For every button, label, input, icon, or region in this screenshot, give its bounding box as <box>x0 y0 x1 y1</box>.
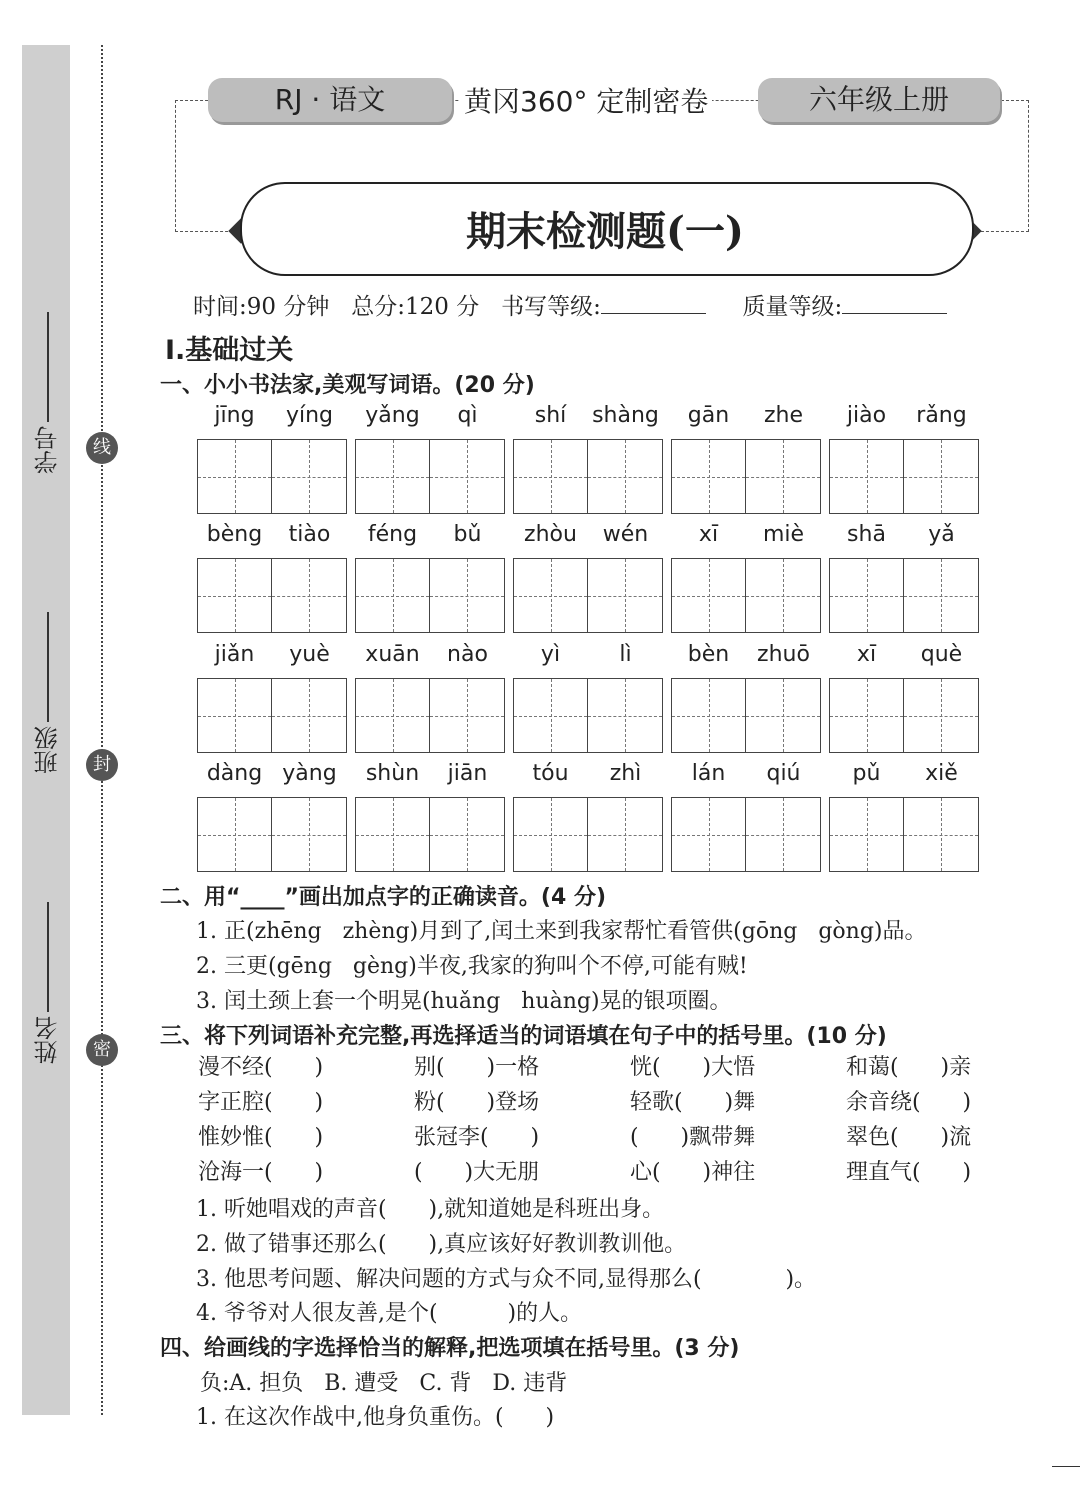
seal-mark: 封 <box>86 749 118 781</box>
pinyin-syllable: tiào <box>288 522 331 547</box>
pinyin-syllable: zhe <box>763 403 804 428</box>
pinyin-syllable: xiě <box>925 761 958 786</box>
cut-line <box>101 45 103 1415</box>
writing-grid-row <box>197 642 979 753</box>
question-2-item: 3. 闰土颈上套一个明晃(huǎng huàng)晃的银项圈。 <box>196 989 732 1014</box>
idiom-blank[interactable]: 粉( )登场 <box>414 1090 540 1115</box>
question-3-title: 三、将下列词语补充完整,再选择适当的词语填在句子中的括号里。(10 分) <box>160 1024 887 1049</box>
writing-cells <box>355 678 505 753</box>
word-group <box>513 403 663 514</box>
tianzige-cell[interactable] <box>430 679 504 752</box>
pinyin <box>197 642 347 678</box>
tianzige-cell[interactable] <box>356 559 430 632</box>
writing-cells <box>513 439 663 514</box>
class-field[interactable] <box>30 612 65 774</box>
idiom-blank[interactable]: 别( )一格 <box>414 1055 540 1080</box>
tianzige-cell[interactable] <box>588 440 662 513</box>
word-group <box>671 761 821 872</box>
writing-cells <box>829 678 979 753</box>
writing-cells <box>355 439 505 514</box>
pinyin <box>513 761 663 797</box>
word-group <box>671 403 821 514</box>
word-group <box>197 522 347 633</box>
tianzige-cell[interactable] <box>830 559 904 632</box>
word-group <box>829 522 979 633</box>
pinyin-syllable: shā <box>847 522 886 547</box>
idiom-blank[interactable]: 字正腔( ) <box>198 1090 324 1115</box>
pinyin-syllable: jīng <box>214 403 255 428</box>
name-field[interactable] <box>30 902 65 1064</box>
pinyin <box>513 522 663 558</box>
tianzige-cell[interactable] <box>356 440 430 513</box>
idiom-blank[interactable]: 和蔼( )亲 <box>846 1055 972 1080</box>
idiom-blank[interactable]: 恍( )大悟 <box>630 1055 756 1080</box>
pinyin-syllable: shí <box>534 403 567 428</box>
subject-badge: RJ · 语文 <box>208 78 452 122</box>
tianzige-cell[interactable] <box>588 559 662 632</box>
tianzige-cell[interactable] <box>746 440 820 513</box>
tianzige-cell[interactable] <box>746 559 820 632</box>
tianzige-cell[interactable] <box>588 679 662 752</box>
writing-cells <box>197 797 347 872</box>
tianzige-cell[interactable] <box>904 559 978 632</box>
idiom-blank[interactable]: 心( )神往 <box>630 1160 756 1185</box>
tianzige-cell[interactable] <box>356 798 430 871</box>
pinyin <box>671 642 821 678</box>
question-2-item: 2. 三更(gēng gèng)半夜,我家的狗叫个不停,可能有贼! <box>196 954 748 979</box>
word-group <box>513 761 663 872</box>
tianzige-cell[interactable] <box>830 798 904 871</box>
pinyin <box>671 403 821 439</box>
tianzige-cell[interactable] <box>430 559 504 632</box>
tianzige-cell[interactable] <box>672 798 746 871</box>
idiom-blank[interactable]: 理直气( ) <box>846 1160 972 1185</box>
page-title: 期末检测题(一) <box>466 208 744 255</box>
pinyin-syllable: wén <box>602 522 649 547</box>
word-group <box>513 522 663 633</box>
writing-cells <box>513 797 663 872</box>
tianzige-cell[interactable] <box>904 440 978 513</box>
time-score-text: 时间:90 分钟 总分:120 分 书写等级: <box>193 294 601 320</box>
page-mark <box>1052 1466 1080 1467</box>
writing-grid-row <box>197 403 979 514</box>
idiom-blank[interactable]: 惟妙惟( ) <box>198 1125 324 1150</box>
writing-cells <box>197 439 347 514</box>
tianzige-cell[interactable] <box>198 559 272 632</box>
tianzige-cell[interactable] <box>272 440 346 513</box>
pinyin-syllable: shùn <box>365 761 420 786</box>
pinyin-syllable: xī <box>856 642 877 667</box>
pinyin-syllable: yǎng <box>365 403 420 428</box>
seal-mark: 密 <box>86 1034 118 1066</box>
pinyin-syllable: què <box>920 642 963 667</box>
part-heading: Ⅰ.基础过关 <box>165 335 294 366</box>
tianzige-cell[interactable] <box>672 679 746 752</box>
student-id-field[interactable] <box>30 312 65 474</box>
tianzige-cell[interactable] <box>272 679 346 752</box>
pinyin-syllable: miè <box>762 522 805 547</box>
idiom-blank[interactable]: 翠色( )流 <box>846 1125 972 1150</box>
question-3-item: 2. 做了错事还那么( ),真应该好好教训教训他。 <box>196 1232 687 1257</box>
tianzige-cell[interactable] <box>514 798 588 871</box>
pinyin <box>355 642 505 678</box>
pinyin-syllable: bèng <box>206 522 263 547</box>
idiom-blank[interactable]: 余音绕( ) <box>846 1090 972 1115</box>
pinyin-syllable: yuè <box>289 642 330 667</box>
grade-badge: 六年级上册 <box>758 78 1000 122</box>
pinyin-syllable: qì <box>457 403 478 428</box>
pinyin-syllable: lán <box>691 761 726 786</box>
pinyin-syllable: jiān <box>447 761 488 786</box>
pinyin-syllable: xī <box>698 522 719 547</box>
pinyin-syllable: bǔ <box>453 522 482 547</box>
pinyin-syllable: jiǎn <box>214 642 255 667</box>
question-4-item: 1. 在这次作战中,他身负重伤。( ) <box>196 1405 555 1430</box>
writing-cells <box>355 797 505 872</box>
word-group <box>355 642 505 753</box>
pinyin-syllable: pǔ <box>852 761 881 786</box>
tianzige-cell[interactable] <box>356 679 430 752</box>
writing-cells <box>829 558 979 633</box>
pinyin-syllable: rǎng <box>916 403 967 428</box>
pinyin-syllable: jiào <box>846 403 887 428</box>
tianzige-cell[interactable] <box>588 798 662 871</box>
writing-grid-row <box>197 522 979 633</box>
pinyin <box>197 522 347 558</box>
writing-cells <box>671 797 821 872</box>
idiom-blank[interactable]: 张冠李( ) <box>414 1125 540 1150</box>
tianzige-cell[interactable] <box>746 798 820 871</box>
tianzige-cell[interactable] <box>746 679 820 752</box>
word-group <box>671 522 821 633</box>
word-group <box>197 642 347 753</box>
question-2-item: 1. 正(zhēng zhèng)月到了,闰土来到我家帮忙看管供(gōng gòng)品。 <box>196 919 927 944</box>
pinyin-syllable: lì <box>619 642 632 667</box>
pinyin <box>671 522 821 558</box>
writing-grade-blank[interactable] <box>601 313 706 314</box>
writing-cells <box>355 558 505 633</box>
pinyin-syllable: tóu <box>532 761 569 786</box>
question-3-item: 3. 他思考问题、解决问题的方式与众不同,显得那么( )。 <box>196 1267 817 1292</box>
idiom-blank[interactable]: ( )飘带舞 <box>630 1125 756 1150</box>
writing-cells <box>671 439 821 514</box>
word-group <box>355 522 505 633</box>
field-label: 班级 <box>34 726 62 774</box>
pinyin-syllable: yíng <box>285 403 334 428</box>
pinyin <box>671 761 821 797</box>
tianzige-cell[interactable] <box>272 559 346 632</box>
word-group <box>671 642 821 753</box>
pinyin <box>829 761 979 797</box>
pinyin <box>355 522 505 558</box>
tianzige-cell[interactable] <box>430 440 504 513</box>
pinyin <box>355 761 505 797</box>
word-group <box>829 642 979 753</box>
field-label: 姓名 <box>34 1016 62 1064</box>
tianzige-cell[interactable] <box>672 440 746 513</box>
idiom-blank[interactable]: 沧海一( ) <box>198 1160 324 1185</box>
tianzige-cell[interactable] <box>514 679 588 752</box>
pinyin-syllable: xuān <box>365 642 420 667</box>
word-group <box>355 403 505 514</box>
writing-grid-row <box>197 761 979 872</box>
question-4-title: 四、给画线的字选择恰当的解释,把选项填在括号里。(3 分) <box>160 1336 740 1361</box>
pinyin-syllable: zhòu <box>524 522 577 547</box>
writing-cells <box>197 558 347 633</box>
tianzige-cell[interactable] <box>198 679 272 752</box>
tianzige-cell[interactable] <box>514 559 588 632</box>
writing-cells <box>829 439 979 514</box>
question-1-title: 一、小小书法家,美观写词语。(20 分) <box>160 373 535 398</box>
exam-info <box>193 288 947 321</box>
word-group <box>829 403 979 514</box>
pinyin-syllable: qiú <box>766 761 801 786</box>
pinyin <box>197 761 347 797</box>
pinyin-syllable: dàng <box>206 761 263 786</box>
tianzige-cell[interactable] <box>830 440 904 513</box>
word-group <box>197 403 347 514</box>
word-group <box>197 761 347 872</box>
quality-label: 质量等级: <box>742 294 843 320</box>
pinyin <box>513 403 663 439</box>
word-group <box>829 761 979 872</box>
question-3-item: 1. 听她唱戏的声音( ),就知道她是科班出身。 <box>196 1197 665 1222</box>
tianzige-cell[interactable] <box>904 798 978 871</box>
tianzige-cell[interactable] <box>904 679 978 752</box>
pinyin-syllable: shàng <box>592 403 659 428</box>
pinyin-syllable: yǎ <box>928 522 955 547</box>
pinyin-syllable: gān <box>687 403 730 428</box>
quality-grade-blank[interactable] <box>842 313 947 314</box>
seal-mark: 线 <box>86 432 118 464</box>
pinyin <box>829 522 979 558</box>
idiom-blank[interactable]: 漫不经( ) <box>198 1055 324 1080</box>
pinyin-syllable: bèn <box>687 642 730 667</box>
writing-cells <box>671 678 821 753</box>
writing-cells <box>829 797 979 872</box>
writing-cells <box>197 678 347 753</box>
word-completion-grid <box>198 1050 1062 1186</box>
tianzige-cell[interactable] <box>198 798 272 871</box>
word-group <box>513 642 663 753</box>
tianzige-cell[interactable] <box>272 798 346 871</box>
pinyin-syllable: zhuō <box>757 642 810 667</box>
idiom-blank[interactable]: ( )大无朋 <box>414 1160 540 1185</box>
question-2-title: 二、用“____”画出加点字的正确读音。(4 分) <box>160 885 606 910</box>
pinyin-syllable: zhì <box>609 761 642 786</box>
idiom-blank[interactable]: 轻歌( )舞 <box>630 1090 756 1115</box>
tianzige-cell[interactable] <box>198 440 272 513</box>
tianzige-cell[interactable] <box>430 798 504 871</box>
word-group <box>355 761 505 872</box>
pinyin <box>197 403 347 439</box>
pinyin <box>829 642 979 678</box>
pinyin <box>829 403 979 439</box>
tianzige-cell[interactable] <box>830 679 904 752</box>
writing-cells <box>671 558 821 633</box>
pinyin-syllable: féng <box>367 522 418 547</box>
pinyin <box>355 403 505 439</box>
pinyin-syllable: nào <box>447 642 488 667</box>
tianzige-cell[interactable] <box>672 559 746 632</box>
writing-cells <box>513 678 663 753</box>
question-3-item: 4. 爷爷对人很友善,是个( )的人。 <box>196 1301 583 1326</box>
question-4-options: 负:A. 担负 B. 遭受 C. 背 D. 违背 <box>200 1371 568 1396</box>
field-label: 学号 <box>34 426 62 474</box>
tianzige-cell[interactable] <box>514 440 588 513</box>
writing-cells <box>513 558 663 633</box>
pinyin-syllable: yàng <box>282 761 337 786</box>
pinyin-syllable: yì <box>540 642 561 667</box>
pinyin <box>513 642 663 678</box>
brand-text: 黄冈360° 定制密卷 <box>460 80 712 120</box>
